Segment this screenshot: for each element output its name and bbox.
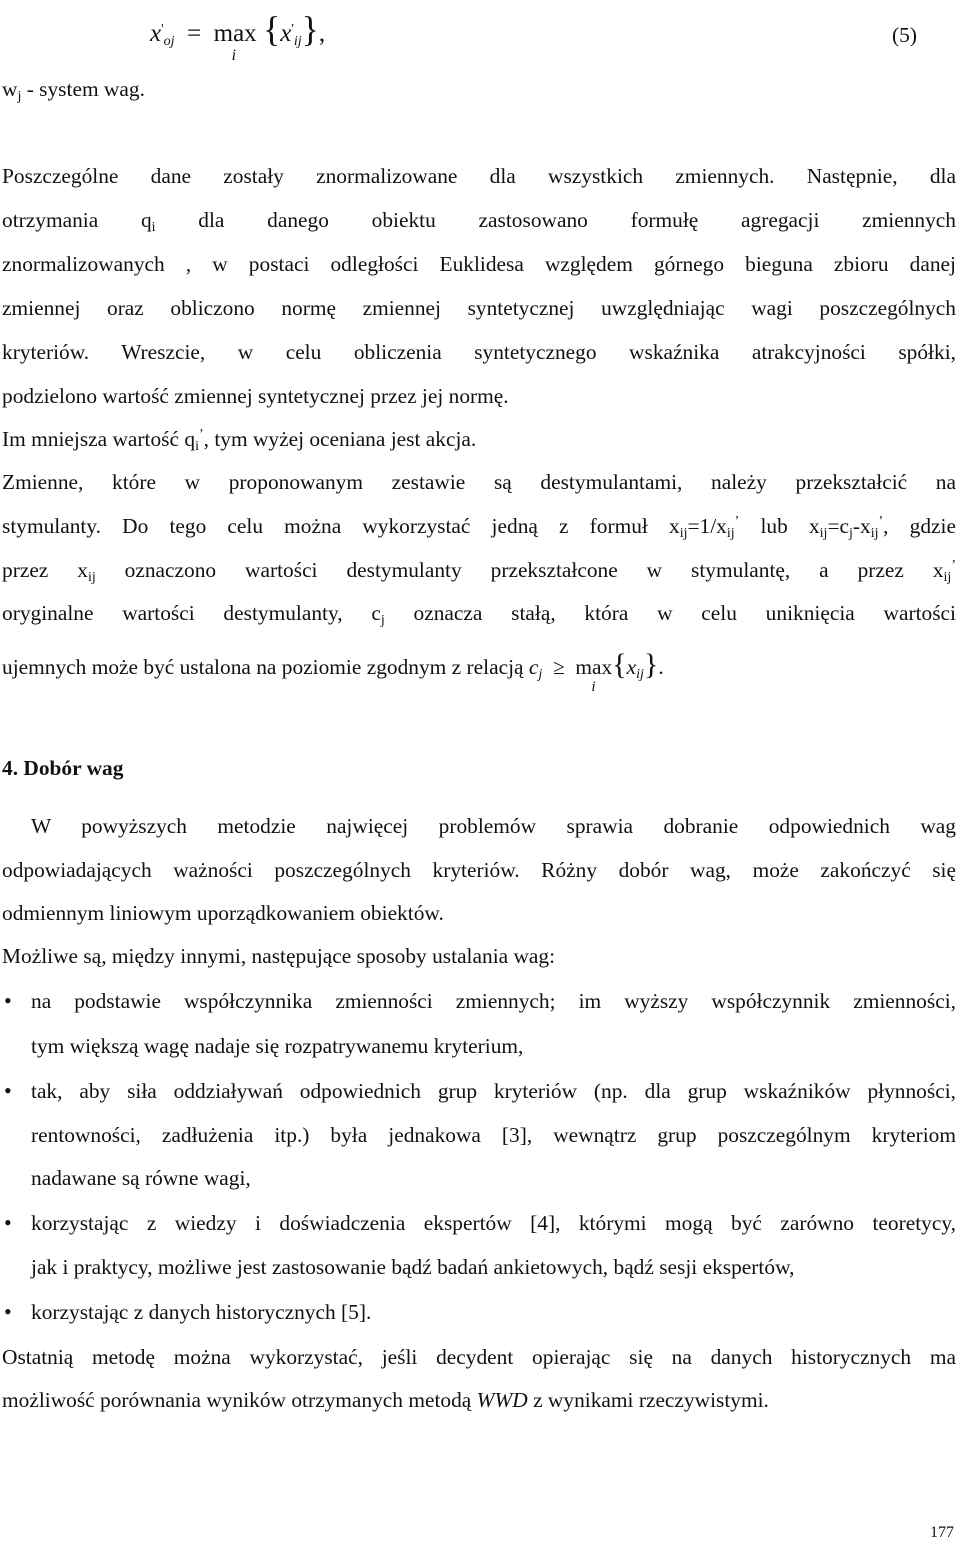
para2-a: Im mniejsza wartość q — [2, 427, 196, 451]
p6l2-b: z wynikami rzeczywistymi. — [527, 1388, 769, 1412]
bullet-4-line1: korzystając z danych historycznych [5]. — [31, 1300, 372, 1324]
rel-max-sub: i — [591, 679, 596, 695]
para1-l2-b: dla danego obiektu zastosowano formułę agregacji zmiennych — [155, 208, 956, 232]
p3l4-sub: j — [380, 613, 385, 628]
bullet-2-line2: rentowności, zadłużenia itp.) była jednakowa [3], wewnątrz grup poszczególnym kryteriom — [31, 1123, 956, 1147]
p6l2-em: WWD — [476, 1388, 528, 1412]
rel-brace-close: } — [643, 648, 659, 681]
para6-line2 — [2, 1385, 956, 1415]
p3l2-sub4: j — [849, 526, 853, 541]
p3l2-e: -x — [852, 514, 871, 538]
p3l2-a: stymulanty. Do tego celu można wykorzystać jedną z formuł x — [2, 514, 680, 538]
para2-sup: ’ — [198, 427, 204, 442]
p3l3-a: przez x — [2, 558, 88, 582]
bullet-3-line2: jak i praktycy, możliwe jest zastosowanie bądź badań ankietowych, bądź sesji ekspertów, — [31, 1255, 795, 1279]
p3l5-a: ujemnych może być ustalona na poziomie zgodnym z relacją — [2, 655, 529, 679]
para3-line3 — [2, 555, 956, 585]
p3l3-sub1: ij — [87, 570, 96, 585]
para1-line5: kryteriów. Wreszcie, w celu obliczenia syntetycznego wskaźnika atrakcyjności spółki, — [2, 340, 956, 364]
rel-x: x — [626, 655, 637, 679]
p3l3-b: oznaczono wartości destymulanty przekształcone w stymulantę, a przez x — [95, 558, 944, 582]
equation-5 — [150, 9, 870, 64]
rel-max-label: max — [575, 655, 613, 679]
bullet-2-glyph: • — [4, 1078, 12, 1103]
eq-lhs-prime: ' — [161, 22, 164, 37]
p3l2-sub3: ij — [819, 526, 828, 541]
eq-arg-sub: ij — [293, 34, 302, 49]
equation-number: (5) — [892, 23, 917, 47]
bullet-4-glyph: • — [4, 1299, 12, 1324]
eq-lhs-sub: oj — [163, 34, 175, 49]
bullet-1-line1: na podstawie współczynnika zmienności zmiennych; im wyższy współczynnik zmienności, — [31, 989, 956, 1013]
rel-x-sub: ij — [636, 667, 644, 682]
wj-text: - system wag. — [21, 77, 145, 101]
p6l2-a: możliwość porównania wyników otrzymanych metodą — [2, 1388, 477, 1412]
bullet-1-glyph: • — [4, 988, 12, 1013]
p3l4-a: oryginalne wartości destymulanty, c — [2, 601, 381, 625]
para1-line6: podzielono wartość zmiennej syntetycznej przez jej normę. — [2, 384, 509, 408]
para1-l2-a: otrzymania q — [2, 208, 152, 232]
para3-line1: Zmienne, które w proponowanym zestawie są destymulantami, należy przekształcić na — [2, 470, 956, 494]
p3l3-sup2: ’ — [951, 558, 956, 573]
para2 — [2, 424, 956, 454]
weights-definition — [2, 74, 956, 104]
p3l3-sub2: ij — [943, 570, 952, 585]
eq-max-sub: i — [231, 47, 237, 64]
bullet-2-line3: nadawane są równe wagi, — [31, 1166, 251, 1190]
p3l2-c: lub x — [739, 514, 820, 538]
rel-brace-open: { — [612, 648, 627, 681]
rel-end: . — [658, 655, 664, 679]
para4-line3: odmiennym liniowym uporządkowaniem obiektów. — [2, 901, 444, 925]
eq-arg-prime: ' — [291, 22, 294, 37]
bullet-3-glyph: • — [4, 1210, 12, 1235]
para1-l2-sub: i — [151, 220, 156, 235]
bullet-3-line1: korzystając z wiedzy i doświadczenia ekspertów [4], którymi mogą być zarówno teoretycy, — [31, 1211, 956, 1235]
p3l2-b: =1/x — [687, 514, 727, 538]
eq-lhs-var: x — [150, 20, 162, 47]
p3l2-sub1: ij — [679, 526, 688, 541]
para3-line5 — [2, 648, 956, 695]
rel-max-op — [575, 652, 613, 695]
eq-equals: = — [187, 20, 202, 47]
para1-line2 — [2, 205, 956, 235]
para3-line4 — [2, 598, 956, 628]
para2-b: , tym wyżej oceniana jest akcja. — [203, 427, 477, 451]
para5: Możliwe są, między innymi, następujące sposoby ustalania wag: — [2, 944, 556, 968]
bullet-1-line2: tym większą wagę nadaje się rozpatrywanemu kryterium, — [31, 1034, 524, 1058]
para1-line1: Poszczególne dane zostały znormalizowane dla wszystkich zmiennych. Następnie, dla — [2, 164, 956, 188]
p3l2-sub2: ij — [726, 526, 735, 541]
eq-max-label: max — [213, 20, 257, 47]
eq-trail: , — [318, 20, 326, 47]
section-heading: 4. Dobór wag — [2, 756, 124, 780]
para4-line1: W powyższych metodzie najwięcej problemów sprawia dobranie odpowiednich wag — [31, 814, 956, 838]
eq-brace-close: } — [301, 9, 319, 49]
para4-line2: odpowiadających ważności poszczególnych kryteriów. Różny dobór wag, może zakończyć się — [2, 858, 956, 882]
p3l2-sup5: ’ — [878, 514, 884, 529]
rel-c-sub: j — [538, 667, 543, 682]
wj-symbol: w — [2, 77, 18, 101]
p3l2-sup2: ’ — [734, 514, 740, 529]
eq-arg-var: x — [280, 20, 292, 47]
eq-max-op — [213, 19, 257, 64]
p3l2-d: =c — [827, 514, 849, 538]
p3l2-sub5: ij — [870, 526, 879, 541]
wj-sub: j — [17, 89, 22, 104]
rel-c: c — [528, 655, 539, 679]
rel-ge: ≥ — [552, 655, 565, 679]
para2-sub: i — [195, 439, 199, 454]
para3-line2 — [2, 511, 956, 541]
bullet-2-line1: tak, aby siła oddziaływań odpowiednich grup kryteriów (np. dla grup wskaźników płynności, — [31, 1079, 956, 1103]
para1-line3: znormalizowanych , w postaci odległości Euklidesa względem górnego bieguna zbioru danej — [2, 252, 956, 276]
p3l4-b: oznacza stałą, która w celu uniknięcia wartości — [384, 601, 956, 625]
para1-line4: zmiennej oraz obliczono normę zmiennej syntetycznej uwzględniając wagi poszczególnych — [2, 296, 956, 320]
eq-brace-open: { — [262, 9, 281, 49]
p3l2-f: , gdzie — [883, 514, 956, 538]
page-number: 177 — [930, 1524, 954, 1541]
para6-line1: Ostatnią metodę można wykorzystać, jeśli decydent opierając się na danych historycznych ma — [2, 1345, 956, 1369]
